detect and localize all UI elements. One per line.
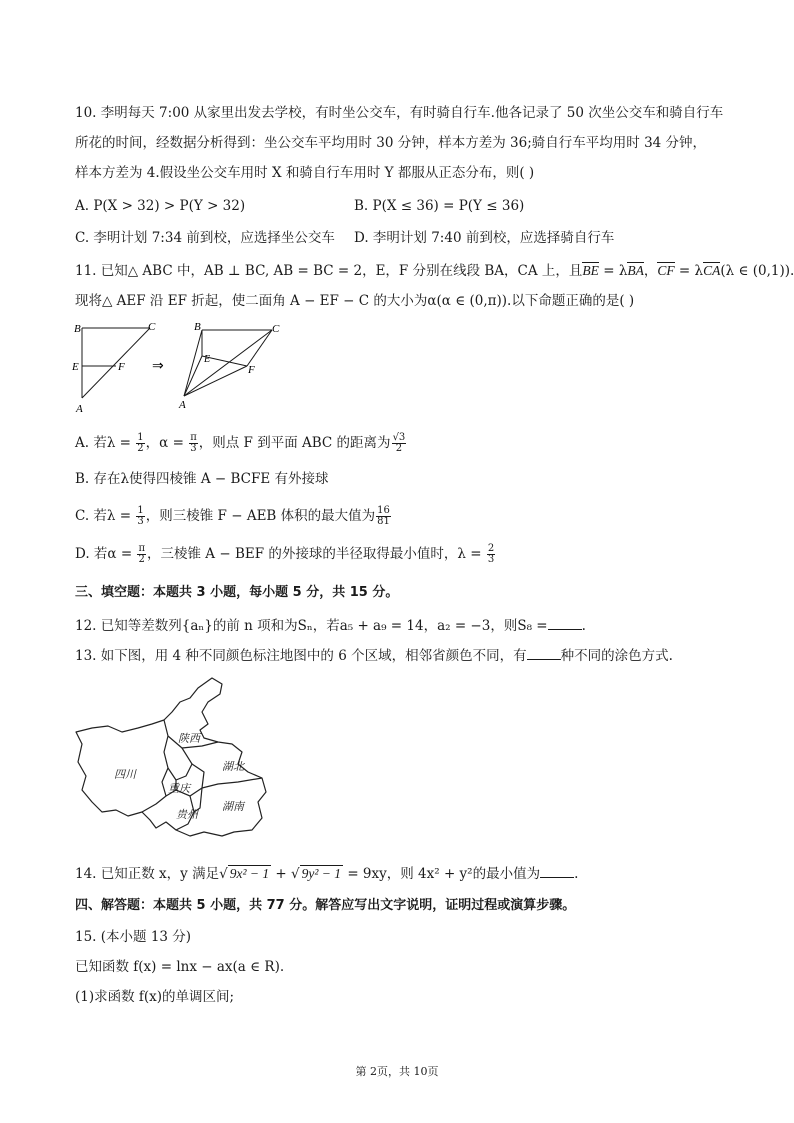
answer-blank[interactable] <box>540 865 574 878</box>
q12 <box>75 617 586 635</box>
vector-cf: CF <box>657 263 675 278</box>
fig-label-b: B <box>74 323 81 335</box>
fraction <box>487 544 495 565</box>
frac-num: 1 <box>137 505 144 516</box>
opt-text: C. 若λ = <box>75 508 136 524</box>
frac-den: 2 <box>137 443 144 454</box>
q15-line1: 已知函数 f(x) = lnx − ax(a ∈ R). <box>75 959 285 975</box>
q13-end: 种不同的涂色方式. <box>560 648 673 664</box>
fig-label-f: F <box>118 361 125 373</box>
q15-title: 15. (本小题 13 分) <box>75 929 192 945</box>
fig-label-c: C <box>148 321 156 333</box>
q10-option-a: A. P(X > 32) > P(Y > 32) <box>75 198 246 214</box>
frac-num: π <box>190 432 197 443</box>
q10-option-c: C. 李明计划 7:34 前到校，应选择坐公交车 <box>75 230 335 246</box>
fig2-label-c: C <box>272 323 280 335</box>
fraction <box>189 433 198 454</box>
fold-figure <box>66 318 296 418</box>
frac-num: 16 <box>377 505 390 516</box>
q11-eq: = λ <box>674 263 704 279</box>
frac-den: 2 <box>395 443 403 454</box>
vector-ba: BA <box>627 263 644 278</box>
frac-den: 3 <box>190 443 197 454</box>
map-label-guizhou: 贵州 <box>176 809 198 821</box>
map-label-chongqing: 重庆 <box>168 783 190 795</box>
map-label-hubei: 湖北 <box>222 761 244 773</box>
q12-text: 12. 已知等差数列{aₙ}的前 n 项和为Sₙ，若a₅ + a₉ = 14，a₂ = −3，则S₈ = <box>75 618 548 634</box>
fig2-label-a: A <box>179 399 186 411</box>
q11-option-a <box>75 431 407 455</box>
answer-blank[interactable] <box>548 617 582 630</box>
q10-option-b: B. P(X ≤ 36) = P(Y ≤ 36) <box>354 198 525 214</box>
q14: 14. 已知正数 x，y 满足√ 9x² − 1 + √ 9y² − 1 = 9xy，则 4x² + y²的最小值为 . <box>75 866 579 882</box>
radical-2: 9y² − 1 <box>301 866 342 881</box>
fig2-label-e: E <box>204 354 211 365</box>
q15-line2: (1)求函数 f(x)的单调区间; <box>75 989 235 1005</box>
q11-option-d <box>75 542 496 566</box>
q11-comma: ， <box>643 263 658 279</box>
section-4-heading: 四、解答题：本题共 5 小题，共 77 分。解答应写出文字说明，证明过程或演算步骤。 <box>75 898 576 913</box>
vector-be: BE <box>582 263 599 278</box>
answer-blank[interactable] <box>527 647 561 660</box>
vector-ca: CA <box>703 263 721 278</box>
frac-num: √3 <box>392 432 406 443</box>
map-label-shaanxi: 陕西 <box>178 733 200 745</box>
q11-option-b: B. 存在λ使得四棱锥 A − BCFE 有外接球 <box>75 471 329 487</box>
frac-num: 2 <box>487 543 495 554</box>
opt-text: A. 若λ = <box>75 435 136 451</box>
q11-text: 11. 已知△ ABC 中，AB ⊥ BC, AB = BC = 2，E，F 分别在线段 BA，CA 上，且 <box>75 263 583 279</box>
fraction <box>136 506 144 527</box>
q14-plus: + <box>271 866 292 882</box>
fig-label-a: A <box>76 403 83 415</box>
fraction <box>392 433 407 454</box>
fig2-label-b: B <box>194 321 201 333</box>
map-label-sichuan: 四川 <box>114 769 136 781</box>
fraction <box>137 544 146 565</box>
fig2-label-f: F <box>248 364 255 376</box>
q11-option-c <box>75 504 392 528</box>
fold-arrow-icon: ⇒ <box>152 359 164 374</box>
q14-text: = 9xy，则 4x² + y²的最小值为 <box>343 866 541 882</box>
opt-text: ，三棱锥 A − BEF 的外接球的半径取得最小值时，λ = <box>147 546 486 562</box>
page-footer: 第 2页，共 10页 <box>355 1065 439 1078</box>
section-3-heading: 三、填空题：本题共 3 小题，每小题 5 分，共 15 分。 <box>75 585 399 600</box>
fraction <box>376 506 391 527</box>
q10-line2: 所花的时间，经数据分析得到：坐公交车平均用时 30 分钟，样本方差为 36;骑自行车平均用时 34 分钟， <box>75 135 707 151</box>
q10-line1: 10. 李明每天 7:00 从家里出发去学校，有时坐公交车，有时骑自行车.他各记录了 50 次坐公交车和骑自行车 <box>75 105 724 121</box>
q14-end: . <box>574 866 579 882</box>
frac-den: 81 <box>377 516 390 527</box>
frac-den: 3 <box>487 554 495 565</box>
q10-option-d: D. 李明计划 7:40 前到校，应选择骑自行车 <box>354 230 615 246</box>
opt-text: ，则三棱锥 F − AEB 体积的最大值为 <box>145 508 376 524</box>
q11-eq: = λ <box>598 263 628 279</box>
map-label-hunan: 湖南 <box>222 801 244 813</box>
frac-num: 1 <box>137 432 144 443</box>
q13 <box>75 647 673 665</box>
province-map <box>72 672 272 840</box>
frac-den: 2 <box>138 554 145 565</box>
opt-text: D. 若α = <box>75 546 137 562</box>
q11-line1 <box>75 262 794 280</box>
q11-tail: (λ ∈ (0,1)). <box>720 263 794 279</box>
q14-text: 14. 已知正数 x，y 满足 <box>75 866 220 882</box>
fraction <box>136 433 144 454</box>
radical-1: 9x² − 1 <box>229 866 270 881</box>
q12-end: . <box>581 618 586 634</box>
frac-num: π <box>138 543 146 554</box>
q10-line3: 样本方差为 4.假设坐公交车用时 X 和骑自行车用时 Y 都服从正态分布，则( ) <box>75 165 535 181</box>
opt-text: ，α = <box>145 435 189 451</box>
frac-den: 3 <box>137 516 144 527</box>
q13-text: 13. 如下图，用 4 种不同颜色标注地图中的 6 个区域，相邻省颜色不同，有 <box>75 648 527 664</box>
fig-label-e: E <box>72 361 79 373</box>
q11-line2: 现将△ AEF 沿 EF 折起，使二面角 A − EF − C 的大小为α(α ∈ (0,π)).以下命题正确的是( ) <box>75 293 635 309</box>
opt-text: ，则点 F 到平面 ABC 的距离为 <box>198 435 391 451</box>
